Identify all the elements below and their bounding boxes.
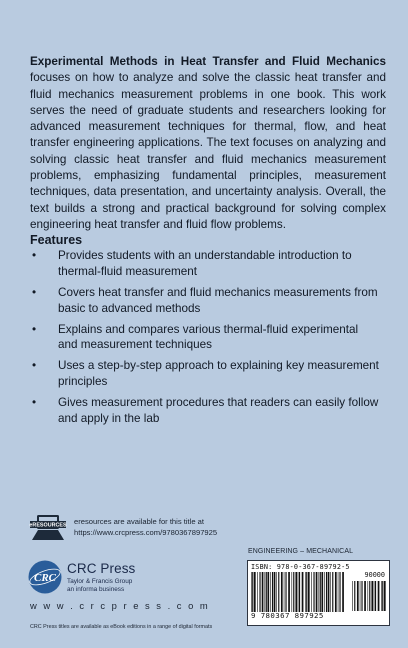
bullet-icon: • — [32, 285, 37, 299]
bullet-icon: • — [32, 359, 37, 373]
publisher-url[interactable]: w w w . c r c p r e s s . c o m — [30, 600, 210, 611]
book-title: Experimental Methods in Heat Transfer and Fluid Mechanics — [30, 55, 386, 68]
isbn-label: ISBN: 978-0-367-89792-5 — [251, 563, 350, 571]
publisher-tagline: an informa business — [67, 586, 125, 593]
isbn-barcode — [251, 572, 347, 612]
subject-category: ENGINEERING – MECHANICAL — [248, 548, 354, 555]
price-barcode — [352, 581, 386, 611]
feature-item: • Gives measurement procedures that readers can easily follow and apply in the lab — [32, 396, 379, 425]
feature-item: • Explains and compares various thermal-fluid experimental and measurement techniques — [32, 322, 359, 352]
feature-item: • Uses a step-by-step approach to explaining key measurement principles — [32, 359, 379, 389]
eresources-line: eresources are available for this title at — [74, 517, 205, 526]
eresources-icon — [28, 510, 68, 546]
barcode-digits: 9 780367 897925 — [251, 611, 324, 620]
description-body: focuses on how to analyze and solve the classic heat transfer and fluid mechanics measurement problems in one book. This work serves the need of graduate students and researchers looking for advanced measurement techniques for thermal, flow, and heat transfer engineering applications. The text focuses on analyzing and solving classic heat transfer and fluid mechanics measurement problems, emphasizing fundamental principles, measurement techniques, data presentation, and uncertainty analysis. Overall, the text builds a strong and practical background for solving complex engineering heat transfer and fluid flow problems. — [30, 71, 386, 231]
ebook-note: CRC Press titles are available as eBook editions in a range of digital formats — [30, 624, 213, 630]
feature-item: • Provides students with an understandable introduction to thermal-fluid measurement — [32, 249, 352, 278]
eresources-note — [74, 516, 217, 538]
bullet-icon: • — [32, 249, 37, 262]
crc-logo-text: CRC — [33, 572, 57, 584]
eresources-icon-label: eRESOURCES — [29, 522, 67, 529]
feature-item: • Covers heat transfer and fluid mechanics measurements from basic to advanced methods — [32, 285, 378, 315]
features-heading: Features — [30, 233, 83, 247]
price-code: 90000 — [364, 571, 385, 579]
bullet-icon: • — [32, 322, 37, 336]
description-paragraph — [30, 54, 386, 233]
publisher-name: CRC Press — [67, 561, 136, 576]
barcode-block — [247, 560, 390, 626]
bullet-icon: • — [32, 396, 37, 410]
eresources-url[interactable]: https://www.crcpress.com/9780367897925 — [74, 528, 218, 537]
publisher-group: Taylor & Francis Group — [67, 578, 133, 585]
crc-logo-icon — [28, 560, 62, 594]
features-list — [30, 248, 380, 432]
